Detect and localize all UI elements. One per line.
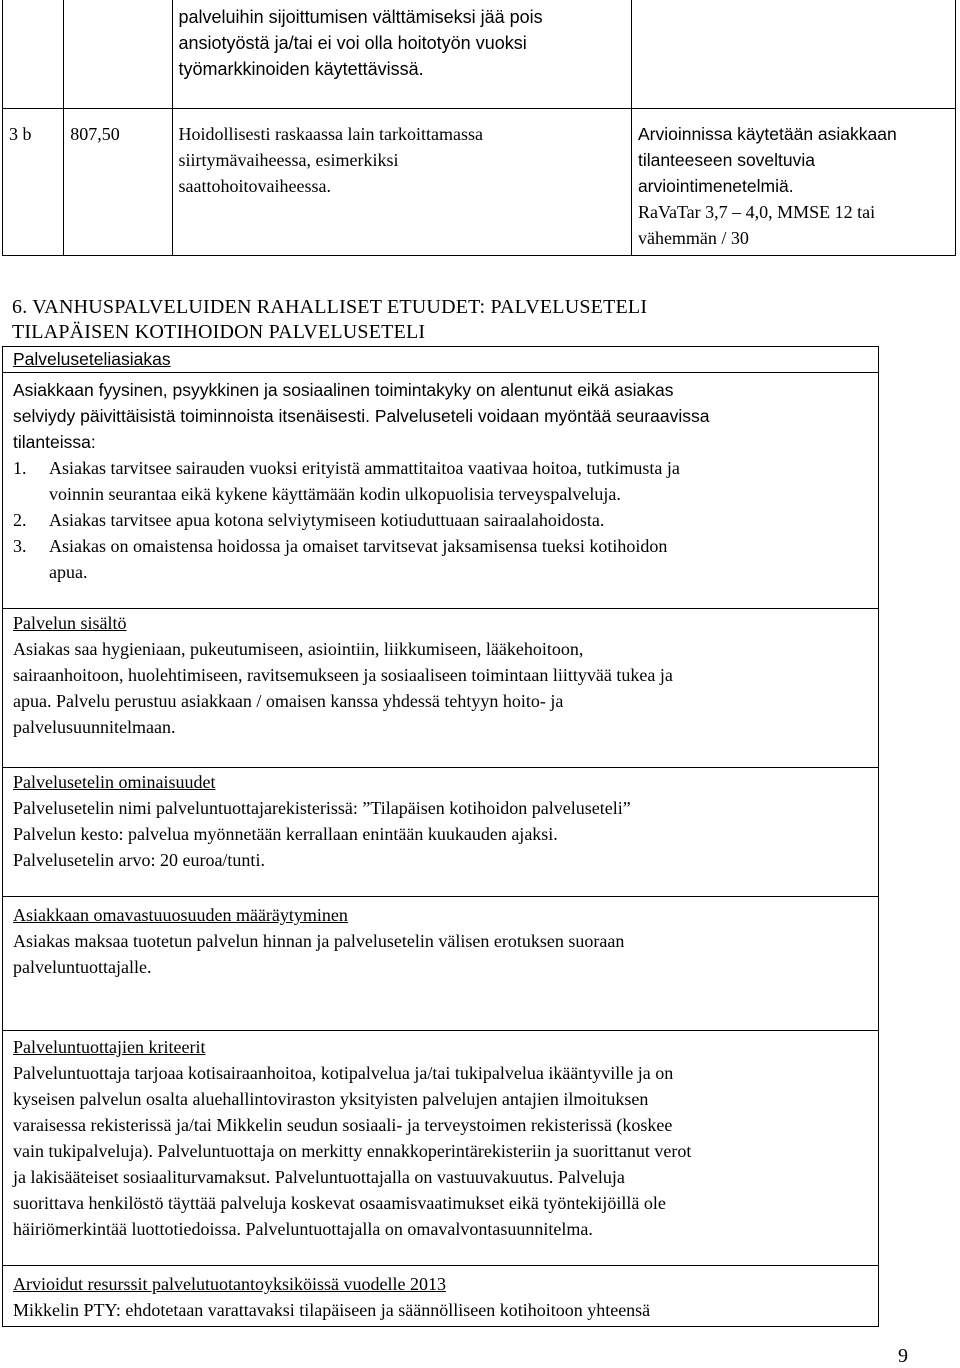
section-body: Asiakas maksaa tuotetun palvelun hinnan ja palvelusetelin välisen erotuksen suoraan palveluntuottajalle. (13, 931, 625, 977)
table-cell-description: palveluihin sijoittumisen välttämiseksi jää pois ansiotyöstä ja/tai ei voi olla hoitotyön vuoksi työmarkkinoiden käytettävissä. (172, 0, 631, 109)
section-heading: Palvelusetelin ominaisuudet (13, 772, 216, 792)
section-heading: Asiakkaan omavastuuosuuden määräytyminen (13, 905, 348, 925)
copay-section (2, 896, 879, 1031)
list-item: 2. Asiakas tarvitsee apua kotona selviytymiseen kotiuduttuaan sairaalahoidosta. (13, 510, 605, 530)
section-body: Palvelusetelin nimi palveluntuottajarekisterissä: ”Tilapäisen kotihoidon palveluseteli” Palvelun kesto: palvelua myönnetään kerrallaan enintään kuukauden ajaksi. Palvelusetelin arvo: 20 euroa/tunti. (13, 798, 631, 870)
section-heading: Palveluntuottajien kriteerit (13, 1037, 206, 1057)
content-section (2, 608, 879, 768)
list-item: 1. Asiakas tarvitsee sairauden vuoksi erityistä ammattitaitoa vaativaa hoitoa, tutkimusta ja voinnin seurantaa eikä kykene käyttämään kodin ulkopuolisia terveyspalveluja. (13, 458, 680, 504)
section-body: Asiakkaan fyysinen, psyykkinen ja sosiaalinen toimintakyky on alentunut eikä asiakas selviydy päivittäisistä toiminnoista itsenäisesti. Palveluseteli voidaan myöntää seuraavissa tilanteissa: 1. Asiakas tarvitsee sairauden vuoksi erityistä ammattitaitoa vaativaa hoitoa, tutkimusta ja voinnin seurantaa eikä kykene käyttämään kodin ulkopuolisia terveyspalveluja. 2. Asiakas tarvitsee apua kotona selviytymiseen kotiuduttuaan sairaalahoidosta. 3. Asiakas on omaistensa hoidossa ja omaiset tarvitsevat jaksamisensa tueksi kotihoidon apua. (3, 372, 878, 585)
table-cell-assessment: Arvioinnissa käytetään asiakkaan tilanteeseen soveltuvia arviointimenetelmiä. RaVaTar 3,7 – 4,0, MMSE 12 tai vähemmän / 30 (631, 109, 955, 256)
table-cell-class (3, 0, 64, 109)
criteria-list (13, 455, 868, 585)
page-number: 9 (898, 1345, 908, 1367)
section-title: 6. VANHUSPALVELUIDEN RAHALLISET ETUUDET: PALVELUSETELI TILAPÄISEN KOTIHOIDON PALVELUSETELI (12, 296, 648, 343)
table-row (3, 109, 956, 256)
criteria-section (2, 1030, 879, 1266)
resources-section (2, 1265, 879, 1327)
section-heading: Palveluseteliasiakas (13, 349, 171, 369)
table-cell-price (64, 0, 172, 109)
table-cell-class: 3 b (3, 109, 64, 256)
features-section (2, 767, 879, 897)
client-section (2, 346, 879, 609)
section-body: Asiakas saa hygieniaan, pukeutumiseen, asiointiin, liikkumiseen, lääkehoitoon, sairaanhoitoon, huolehtimiseen, ravitsemukseen ja sosiaaliseen toimintaan liittyvää tukea ja apua. Palvelu perustuu asiakkaan / omaisen kanssa yhdessä tehtyyn hoito- ja palvelusuunnitelmaan. (13, 639, 673, 737)
table-cell-description: Hoidollisesti raskaassa lain tarkoittamassa siirtymävaiheessa, esimerkiksi saattohoitovaiheessa. (172, 109, 631, 256)
section-heading: Arvioidut resurssit palvelutuotantoyksiköissä vuodelle 2013 (13, 1274, 446, 1294)
section-body: Mikkelin PTY: ehdotetaan varattavaksi tilapäiseen ja säännölliseen kotihoitoon yhteensä (13, 1300, 651, 1320)
section-body: Palveluntuottaja tarjoaa kotisairaanhoitoa, kotipalvelua ja/tai tukipalvelua ikääntyville ja on kyseisen palvelun osalta aluehallintoviraston yksityisten palvelujen antajien ilmoituksen varaisessa rekisterissä ja/tai Mikkelin seudun sosiaali- ja terveystoimen rekisterissä (koskee vain tukipalveluja). Palveluntuottaja on merkitty ennakkoperintärekisteriin ja suorittanut verot ja lakisääteiset sosiaaliturvamaksut. Palveluntuottajalla on vastuuvakuutus. Palveluja suorittava henkilöstö täyttää palveluja koskevat osaamisvaatimukset eikä työntekijöillä ole häiriömerkintää luottotiedoissa. Palveluntuottajalla on omavalvontasuunnitelma. (13, 1063, 692, 1239)
section-heading: Palvelun sisältö (13, 613, 127, 633)
table-cell-assessment (631, 0, 955, 109)
list-item: 3. Asiakas on omaistensa hoidossa ja omaiset tarvitsevat jaksamisensa tueksi kotihoidon apua. (13, 536, 668, 582)
classification-table (2, 0, 956, 256)
table-row (3, 0, 956, 109)
table-cell-price: 807,50 (64, 109, 172, 256)
